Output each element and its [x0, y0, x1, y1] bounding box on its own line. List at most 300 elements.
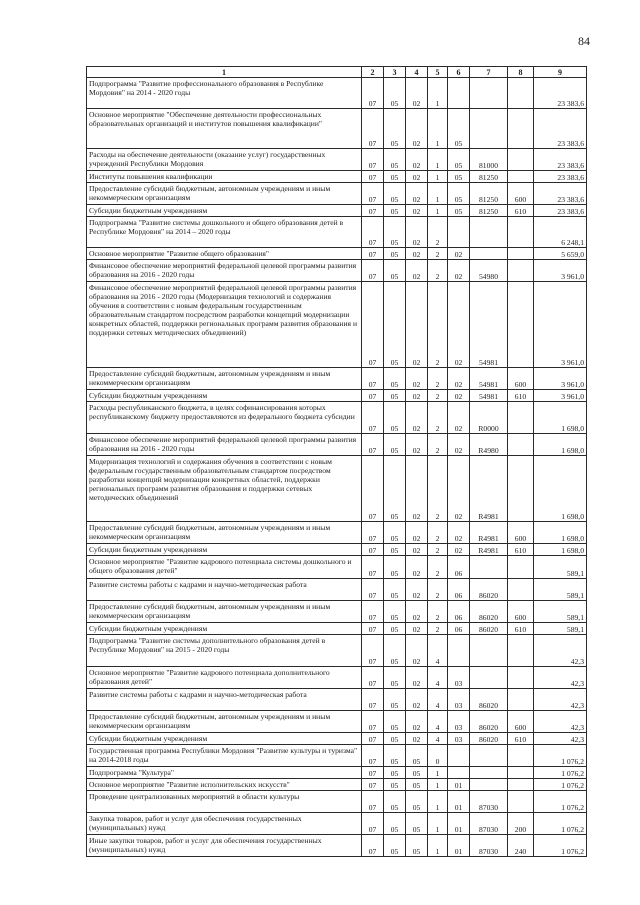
code-program: 02	[406, 623, 428, 635]
table-row	[87, 205, 587, 217]
code-program: 02	[406, 149, 428, 171]
row-description: Предоставление субсидий бюджетным, автономным учреждениям и иным некоммерческим организациям	[87, 711, 362, 733]
code-section: 07	[362, 109, 384, 149]
code-direction	[470, 767, 508, 779]
code-measure: 02	[448, 434, 470, 456]
table-row	[87, 368, 587, 390]
code-measure: 02	[448, 402, 470, 434]
table-row	[87, 260, 587, 282]
code-program: 02	[406, 368, 428, 390]
table-row	[87, 767, 587, 779]
row-description: Закупка товаров, работ и услуг для обеспечения государственных (муниципальных) нужд	[87, 813, 362, 835]
code-program: 05	[406, 835, 428, 857]
amount: 1 076,2	[534, 779, 587, 791]
code-expense-type: 610	[508, 623, 534, 635]
code-program: 02	[406, 282, 428, 368]
code-measure	[448, 635, 470, 667]
table-row	[87, 402, 587, 434]
code-measure: 05	[448, 205, 470, 217]
column-header: 2	[362, 67, 384, 78]
row-description: Подпрограмма "Развитие профессионального образования в Республике Мордовия" на 2014 - 2020 годы	[87, 78, 362, 109]
code-direction: 87030	[470, 835, 508, 857]
row-description: Основное мероприятие "Развитие исполнительских искусств"	[87, 779, 362, 791]
code-expense-type	[508, 171, 534, 183]
table-row	[87, 390, 587, 402]
row-description: Субсидии бюджетным учреждениям	[87, 205, 362, 217]
code-section: 07	[362, 835, 384, 857]
code-measure: 02	[448, 390, 470, 402]
code-subprogram: 1	[428, 171, 448, 183]
code-program: 02	[406, 109, 428, 149]
code-measure: 01	[448, 779, 470, 791]
code-subsection: 05	[384, 667, 406, 689]
amount: 1 076,2	[534, 791, 587, 813]
code-expense-type: 610	[508, 390, 534, 402]
code-subsection: 05	[384, 745, 406, 767]
code-expense-type: 610	[508, 733, 534, 745]
code-program: 02	[406, 711, 428, 733]
code-subsection: 05	[384, 522, 406, 544]
code-section: 07	[362, 282, 384, 368]
code-expense-type: 600	[508, 368, 534, 390]
code-subsection: 05	[384, 260, 406, 282]
code-expense-type	[508, 667, 534, 689]
code-section: 07	[362, 456, 384, 522]
code-program: 05	[406, 813, 428, 835]
code-subprogram: 4	[428, 689, 448, 711]
amount: 3 961,0	[534, 282, 587, 368]
code-section: 07	[362, 667, 384, 689]
code-direction	[470, 635, 508, 667]
code-measure: 03	[448, 667, 470, 689]
table-row	[87, 601, 587, 623]
code-direction: 81250	[470, 171, 508, 183]
code-expense-type	[508, 282, 534, 368]
code-expense-type	[508, 149, 534, 171]
code-section: 07	[362, 78, 384, 109]
code-subprogram: 2	[428, 248, 448, 260]
code-subprogram: 2	[428, 368, 448, 390]
code-expense-type: 610	[508, 205, 534, 217]
code-section: 07	[362, 544, 384, 556]
amount: 1 698,0	[534, 522, 587, 544]
code-expense-type	[508, 791, 534, 813]
code-section: 07	[362, 745, 384, 767]
row-description: Государственная программа Республики Мордовия "Развитие культуры и туризма" на 2014-2018 годы	[87, 745, 362, 767]
code-subprogram: 1	[428, 149, 448, 171]
row-description: Институты повышения квалификации	[87, 171, 362, 183]
code-direction: 54981	[470, 390, 508, 402]
code-program: 02	[406, 456, 428, 522]
amount: 1 698,0	[534, 544, 587, 556]
column-header: 3	[384, 67, 406, 78]
table-row	[87, 623, 587, 635]
code-measure	[448, 217, 470, 248]
amount: 42,3	[534, 635, 587, 667]
code-program: 05	[406, 767, 428, 779]
code-direction: R4981	[470, 522, 508, 544]
code-direction: 86020	[470, 579, 508, 601]
code-measure: 05	[448, 149, 470, 171]
code-expense-type	[508, 78, 534, 109]
code-measure	[448, 767, 470, 779]
code-expense-type	[508, 579, 534, 601]
code-program: 02	[406, 434, 428, 456]
code-subsection: 05	[384, 689, 406, 711]
code-measure: 06	[448, 579, 470, 601]
row-description: Субсидии бюджетным учреждениям	[87, 623, 362, 635]
code-measure: 03	[448, 689, 470, 711]
code-direction	[470, 109, 508, 149]
amount: 23 383,6	[534, 183, 587, 205]
code-subprogram: 2	[428, 579, 448, 601]
code-subsection: 05	[384, 368, 406, 390]
code-direction: 81250	[470, 183, 508, 205]
code-section: 07	[362, 390, 384, 402]
code-subprogram: 4	[428, 635, 448, 667]
code-subsection: 05	[384, 456, 406, 522]
code-measure: 02	[448, 282, 470, 368]
code-subprogram: 2	[428, 434, 448, 456]
code-program: 02	[406, 522, 428, 544]
table-row	[87, 813, 587, 835]
code-measure: 02	[448, 522, 470, 544]
code-subsection: 05	[384, 544, 406, 556]
code-subprogram: 1	[428, 183, 448, 205]
table-row	[87, 109, 587, 149]
row-description: Субсидии бюджетным учреждениям	[87, 544, 362, 556]
code-direction: 86020	[470, 623, 508, 635]
code-subprogram: 1	[428, 813, 448, 835]
table-row	[87, 522, 587, 544]
column-header: 6	[448, 67, 470, 78]
table-row	[87, 689, 587, 711]
row-description: Основное мероприятие "Развитие общего образования"	[87, 248, 362, 260]
amount: 23 383,6	[534, 149, 587, 171]
row-description: Проведение централизованных мероприятий в области культуры	[87, 791, 362, 813]
column-header: 4	[406, 67, 428, 78]
code-direction	[470, 248, 508, 260]
code-direction: R4981	[470, 544, 508, 556]
amount: 1 076,2	[534, 767, 587, 779]
code-subsection: 05	[384, 183, 406, 205]
code-direction: 87030	[470, 791, 508, 813]
code-subprogram: 1	[428, 791, 448, 813]
row-description: Развитие системы работы с кадрами и научно-методическая работа	[87, 689, 362, 711]
code-direction	[470, 556, 508, 579]
code-expense-type: 600	[508, 601, 534, 623]
table-row	[87, 733, 587, 745]
table-row	[87, 579, 587, 601]
row-description: Развитие системы работы с кадрами и научно-методическая работа	[87, 579, 362, 601]
code-direction: 81250	[470, 205, 508, 217]
code-program: 05	[406, 779, 428, 791]
code-program: 02	[406, 556, 428, 579]
row-description: Основное мероприятие "Развитие кадрового потенциала системы дошкольного и общего образования детей"	[87, 556, 362, 579]
row-description: Финансовое обеспечение мероприятий федеральной целевой программы развития образования на 2016 - 2020 годы	[87, 434, 362, 456]
code-subsection: 05	[384, 282, 406, 368]
row-description: Субсидии бюджетным учреждениям	[87, 390, 362, 402]
code-subprogram: 2	[428, 260, 448, 282]
amount: 23 383,6	[534, 109, 587, 149]
code-section: 07	[362, 183, 384, 205]
code-program: 02	[406, 248, 428, 260]
code-direction: 86020	[470, 689, 508, 711]
code-section: 07	[362, 635, 384, 667]
code-program: 05	[406, 745, 428, 767]
amount: 5 659,0	[534, 248, 587, 260]
code-section: 07	[362, 813, 384, 835]
code-subprogram: 0	[428, 745, 448, 767]
code-section: 07	[362, 149, 384, 171]
code-subprogram: 1	[428, 78, 448, 109]
code-subsection: 05	[384, 205, 406, 217]
code-section: 07	[362, 556, 384, 579]
code-section: 07	[362, 579, 384, 601]
row-description: Расходы республиканского бюджета, в целях софинансирования которых республиканскому бюджету предоставляются из федерального бюджета субсидии	[87, 402, 362, 434]
code-expense-type	[508, 689, 534, 711]
code-expense-type	[508, 248, 534, 260]
row-description: Иные закупки товаров, работ и услуг для обеспечения государственных (муниципальных) нужд	[87, 835, 362, 857]
page-number: 84	[578, 34, 590, 48]
code-measure	[448, 745, 470, 767]
code-section: 07	[362, 260, 384, 282]
row-description: Основное мероприятие "Обеспечение деятельности профессиональных образовательных организаций и институтов повышения квалификации"	[87, 109, 362, 149]
amount: 42,3	[534, 711, 587, 733]
code-subprogram: 4	[428, 711, 448, 733]
code-direction	[470, 745, 508, 767]
code-direction: 81000	[470, 149, 508, 171]
code-subprogram: 4	[428, 667, 448, 689]
amount: 23 383,6	[534, 205, 587, 217]
amount: 589,1	[534, 601, 587, 623]
code-subsection: 05	[384, 601, 406, 623]
code-measure: 06	[448, 623, 470, 635]
code-measure: 05	[448, 171, 470, 183]
code-section: 07	[362, 623, 384, 635]
table-row	[87, 745, 587, 767]
code-program: 02	[406, 635, 428, 667]
code-section: 07	[362, 767, 384, 779]
row-description: Расходы на обеспечение деятельности (оказание услуг) государственных учреждений Республики Мордовия	[87, 149, 362, 171]
code-program: 02	[406, 78, 428, 109]
code-section: 07	[362, 205, 384, 217]
amount: 23 383,6	[534, 78, 587, 109]
code-section: 07	[362, 402, 384, 434]
amount: 589,1	[534, 579, 587, 601]
code-expense-type: 200	[508, 813, 534, 835]
column-header: 8	[508, 67, 534, 78]
amount: 589,1	[534, 623, 587, 635]
code-direction: 54980	[470, 260, 508, 282]
code-section: 07	[362, 711, 384, 733]
code-program: 02	[406, 205, 428, 217]
code-measure: 02	[448, 368, 470, 390]
code-direction: R0000	[470, 402, 508, 434]
code-subprogram: 2	[428, 601, 448, 623]
table-row	[87, 456, 587, 522]
code-program: 02	[406, 217, 428, 248]
code-program: 02	[406, 601, 428, 623]
code-subprogram: 2	[428, 544, 448, 556]
code-expense-type	[508, 556, 534, 579]
code-subsection: 05	[384, 711, 406, 733]
code-subprogram: 1	[428, 109, 448, 149]
table-row	[87, 183, 587, 205]
table-row	[87, 791, 587, 813]
amount: 1 698,0	[534, 434, 587, 456]
code-subsection: 05	[384, 556, 406, 579]
amount: 589,1	[534, 556, 587, 579]
code-measure: 06	[448, 556, 470, 579]
amount: 6 248,1	[534, 217, 587, 248]
code-expense-type: 600	[508, 183, 534, 205]
code-subsection: 05	[384, 217, 406, 248]
code-direction: 87030	[470, 813, 508, 835]
code-section: 07	[362, 779, 384, 791]
amount: 1 698,0	[534, 456, 587, 522]
code-subprogram: 1	[428, 767, 448, 779]
row-description: Основное мероприятие "Развитие кадрового потенциала дополнительного образования детей"	[87, 667, 362, 689]
code-program: 02	[406, 260, 428, 282]
row-description: Подпрограмма "Развитие системы дошкольного и общего образования детей в Республике Мордовия" на 2014 – 2020 годы	[87, 217, 362, 248]
code-measure: 01	[448, 813, 470, 835]
amount: 1 076,2	[534, 835, 587, 857]
code-direction: 86020	[470, 711, 508, 733]
code-program: 02	[406, 390, 428, 402]
code-section: 07	[362, 601, 384, 623]
code-expense-type: 240	[508, 835, 534, 857]
row-description: Предоставление субсидий бюджетным, автономным учреждениям и иным некоммерческим организациям	[87, 522, 362, 544]
code-measure: 02	[448, 456, 470, 522]
code-expense-type	[508, 402, 534, 434]
table-row	[87, 78, 587, 109]
code-direction: 86020	[470, 601, 508, 623]
code-expense-type	[508, 635, 534, 667]
code-measure: 02	[448, 544, 470, 556]
code-measure: 01	[448, 835, 470, 857]
code-expense-type	[508, 456, 534, 522]
column-header: 9	[534, 67, 587, 78]
code-direction	[470, 779, 508, 791]
amount: 3 961,0	[534, 260, 587, 282]
code-program: 02	[406, 544, 428, 556]
amount: 42,3	[534, 689, 587, 711]
budget-table	[86, 66, 587, 857]
amount: 1 698,0	[534, 402, 587, 434]
code-expense-type	[508, 434, 534, 456]
code-subprogram: 1	[428, 779, 448, 791]
code-section: 07	[362, 171, 384, 183]
code-subprogram: 2	[428, 390, 448, 402]
code-subsection: 05	[384, 767, 406, 779]
table-row	[87, 835, 587, 857]
code-program: 02	[406, 579, 428, 601]
code-subsection: 05	[384, 623, 406, 635]
code-expense-type	[508, 779, 534, 791]
code-expense-type	[508, 745, 534, 767]
code-section: 07	[362, 689, 384, 711]
amount: 23 383,6	[534, 171, 587, 183]
table-row	[87, 635, 587, 667]
code-subsection: 05	[384, 579, 406, 601]
code-measure: 03	[448, 711, 470, 733]
table-row	[87, 217, 587, 248]
amount: 42,3	[534, 667, 587, 689]
code-program: 02	[406, 402, 428, 434]
code-direction: R4980	[470, 434, 508, 456]
code-measure: 06	[448, 601, 470, 623]
row-description: Подпрограмма "Развитие системы дополнительного образования детей в Республике Мордовия" на 2015 - 2020 годы	[87, 635, 362, 667]
code-subprogram: 2	[428, 456, 448, 522]
column-header: 5	[428, 67, 448, 78]
table-row	[87, 711, 587, 733]
column-header: 1	[87, 67, 362, 78]
row-description: Финансовое обеспечение мероприятий федеральной целевой программы развития образования на 2016 - 2020 годы (Модернизация технологий и содержания обучения в соответствии с новым федеральным государственным образовательным стандартом посредством разработки концепций модернизации конкретных областей, поддержки региональных программ развития образования и поддержки сетевых методических объединений)	[87, 282, 362, 368]
code-subprogram: 2	[428, 217, 448, 248]
row-description: Предоставление субсидий бюджетным, автономным учреждениям и иным некоммерческим организациям	[87, 183, 362, 205]
code-subsection: 05	[384, 835, 406, 857]
code-program: 02	[406, 171, 428, 183]
row-description: Предоставление субсидий бюджетным, автономным учреждениям и иным некоммерческим организациям	[87, 368, 362, 390]
code-subprogram: 2	[428, 556, 448, 579]
table-row	[87, 667, 587, 689]
code-subsection: 05	[384, 791, 406, 813]
code-direction	[470, 217, 508, 248]
code-subsection: 05	[384, 813, 406, 835]
table-row	[87, 556, 587, 579]
amount: 3 961,0	[534, 368, 587, 390]
code-subsection: 05	[384, 78, 406, 109]
code-measure	[448, 78, 470, 109]
code-subprogram: 4	[428, 733, 448, 745]
code-section: 07	[362, 791, 384, 813]
table-row	[87, 248, 587, 260]
table-row	[87, 171, 587, 183]
code-program: 02	[406, 689, 428, 711]
code-measure: 05	[448, 109, 470, 149]
column-header: 7	[470, 67, 508, 78]
code-direction: 86020	[470, 733, 508, 745]
code-direction	[470, 78, 508, 109]
code-expense-type: 610	[508, 544, 534, 556]
code-program: 05	[406, 791, 428, 813]
code-program: 02	[406, 667, 428, 689]
code-measure: 02	[448, 248, 470, 260]
code-program: 02	[406, 183, 428, 205]
code-direction: R4981	[470, 456, 508, 522]
code-subprogram: 1	[428, 205, 448, 217]
row-description: Финансовое обеспечение мероприятий федеральной целевой программы развития образования на 2016 - 2020 годы	[87, 260, 362, 282]
code-subsection: 05	[384, 149, 406, 171]
code-subprogram: 2	[428, 623, 448, 635]
code-section: 07	[362, 733, 384, 745]
amount: 42,3	[534, 733, 587, 745]
code-measure: 02	[448, 260, 470, 282]
code-measure: 05	[448, 183, 470, 205]
code-subsection: 05	[384, 434, 406, 456]
code-program: 02	[406, 733, 428, 745]
code-measure: 01	[448, 791, 470, 813]
code-subsection: 05	[384, 390, 406, 402]
code-expense-type: 600	[508, 522, 534, 544]
code-expense-type	[508, 260, 534, 282]
code-section: 07	[362, 248, 384, 260]
code-direction	[470, 667, 508, 689]
amount: 3 961,0	[534, 390, 587, 402]
code-subsection: 05	[384, 635, 406, 667]
code-measure: 03	[448, 733, 470, 745]
